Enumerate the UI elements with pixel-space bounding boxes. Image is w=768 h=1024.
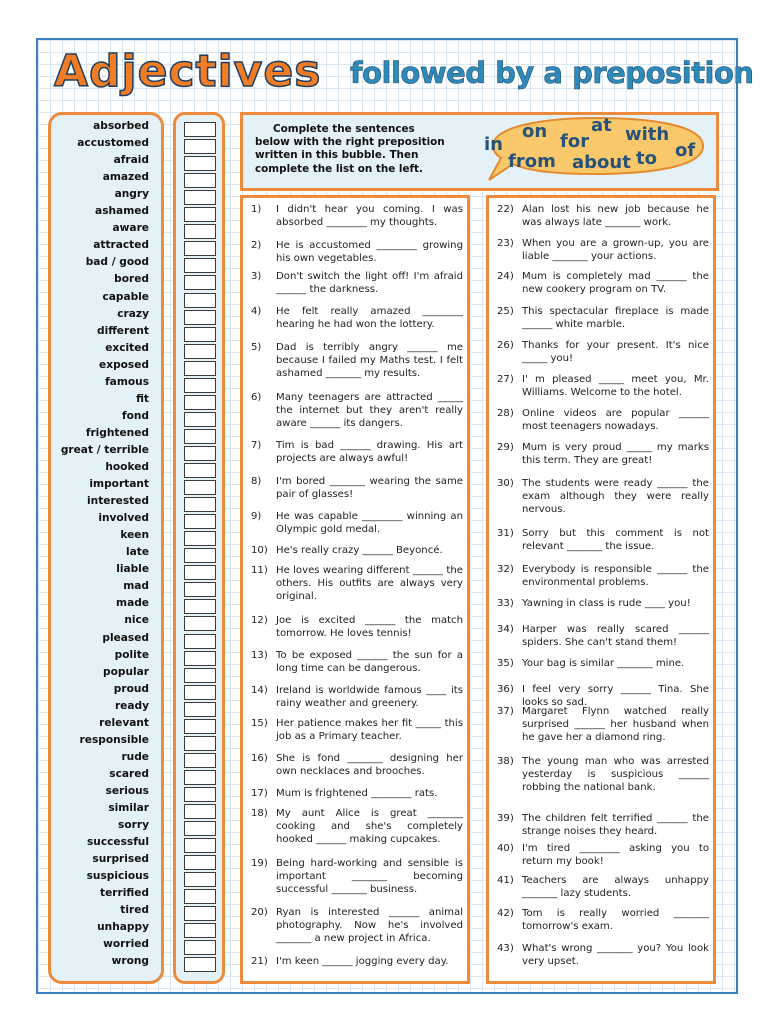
- question-text: Ryan is interested ______ animal photography. Now he's involved _______ a new project in Africa.: [276, 907, 463, 944]
- answer-box[interactable]: [184, 122, 216, 137]
- adjective-item: made: [116, 597, 149, 610]
- question-item: [497, 843, 709, 869]
- adjective-item: famous: [105, 375, 149, 388]
- question-number: 15): [251, 718, 268, 729]
- answer-box[interactable]: [184, 668, 216, 683]
- question-item: [251, 392, 463, 430]
- answer-box[interactable]: [184, 753, 216, 768]
- question-number: 7): [251, 440, 262, 451]
- question-number: 40): [497, 843, 514, 854]
- adjective-item: terrified: [100, 887, 149, 900]
- question-text: Many teenagers are attracted _____ the internet but they aren't really aware ______ its dangers.: [276, 392, 463, 429]
- adjective-item: nice: [124, 614, 149, 627]
- prep-on: on: [522, 121, 548, 142]
- question-item: [251, 204, 463, 230]
- adjective-item: bad / good: [85, 256, 149, 269]
- adjective-item: involved: [98, 512, 149, 525]
- questions-left-panel: [240, 195, 470, 984]
- answer-box[interactable]: [184, 173, 216, 188]
- question-item: [497, 598, 709, 611]
- answer-box[interactable]: [184, 241, 216, 256]
- question-text: Harper was really scared ______ spiders. She can't stand them!: [522, 624, 709, 648]
- answer-box[interactable]: [184, 344, 216, 359]
- question-item: [497, 624, 709, 650]
- prep-of: of: [675, 140, 696, 161]
- question-text: The young man who was arrested yesterday is suspicious ______ robbing the national bank.: [522, 756, 709, 793]
- question-number: 6): [251, 392, 262, 403]
- adjective-item: amazed: [102, 171, 149, 184]
- prep-with: with: [625, 124, 670, 145]
- adjective-item: similar: [108, 802, 149, 814]
- answer-box[interactable]: [184, 531, 216, 546]
- question-item: [251, 718, 463, 744]
- question-item: [251, 240, 463, 266]
- question-text: Mum is very proud _____ my marks this term. They are great!: [522, 442, 709, 466]
- question-number: 36): [497, 684, 514, 695]
- adjective-item: capable: [102, 290, 149, 303]
- instructions-text: Complete the sentences below with the right preposition written in this bubble. Then complete the list on the left.: [255, 123, 445, 175]
- question-number: 17): [251, 788, 268, 799]
- question-text: The children felt terrified ______ the strange noises they heard.: [522, 813, 709, 837]
- question-item: [497, 658, 709, 671]
- question-item: [251, 476, 463, 502]
- question-text: This spectacular fireplace is made ______ white marble.: [522, 306, 709, 330]
- question-text: Don't switch the light off! I'm afraid ______ the darkness.: [276, 271, 463, 295]
- question-item: [251, 271, 463, 297]
- question-number: 30): [497, 478, 514, 489]
- answer-box[interactable]: [184, 480, 216, 495]
- adjective-item: accustomed: [77, 137, 149, 150]
- answer-box[interactable]: [184, 582, 216, 597]
- answer-box[interactable]: [184, 770, 216, 785]
- question-text: Everybody is responsible ______ the environmental problems.: [522, 564, 709, 588]
- adjective-item: angry: [114, 188, 149, 201]
- question-text: Online videos are popular ______ most teenagers nowadays.: [522, 408, 709, 432]
- adjective-item: successful: [87, 836, 149, 849]
- adjective-item: aware: [112, 222, 149, 235]
- question-item: [497, 478, 709, 516]
- answer-box[interactable]: [184, 258, 216, 273]
- answer-box[interactable]: [184, 872, 216, 887]
- question-text: Being hard-working and sensible is important _______ becoming successful _______ business.: [276, 858, 463, 895]
- answer-box[interactable]: [184, 940, 216, 955]
- question-text: I'm keen ______ jogging every day.: [276, 956, 449, 967]
- question-item: [251, 545, 463, 558]
- question-number: 43): [497, 943, 514, 954]
- question-text: I'm tired ________ asking you to return my book!: [522, 843, 709, 867]
- question-item: [497, 204, 709, 230]
- question-item: [497, 442, 709, 468]
- question-number: 4): [251, 306, 262, 317]
- question-text: To be exposed ______ the sun for a long time can be dangerous.: [276, 650, 463, 674]
- question-item: [251, 306, 463, 332]
- question-text: When you are a grown-up, you are liable _______ your actions.: [522, 238, 709, 262]
- question-number: 42): [497, 908, 514, 919]
- question-number: 2): [251, 240, 262, 251]
- question-number: 37): [497, 706, 514, 717]
- question-item: [251, 685, 463, 711]
- question-text: Teachers are always unhappy _______ lazy students.: [522, 875, 709, 899]
- question-number: 22): [497, 204, 514, 215]
- adjective-item: important: [89, 478, 149, 491]
- question-number: 3): [251, 271, 262, 282]
- adjective-item: tired: [120, 904, 149, 917]
- adjective-item: wrong: [111, 955, 149, 968]
- question-number: 38): [497, 756, 514, 767]
- question-number: 9): [251, 511, 262, 522]
- adjective-item: excited: [105, 341, 149, 354]
- question-item: [497, 813, 709, 839]
- question-number: 20): [251, 907, 268, 918]
- answer-box[interactable]: [184, 514, 216, 529]
- answer-box[interactable]: [184, 224, 216, 239]
- adjective-item: ashamed: [95, 205, 149, 218]
- adjective-item: liable: [116, 563, 149, 576]
- question-number: 21): [251, 956, 268, 967]
- question-text: He was capable ________ winning an Olympic gold medal.: [276, 511, 463, 535]
- adjective-item: frightened: [85, 426, 149, 439]
- question-number: 32): [497, 564, 514, 575]
- question-text: I'm bored _______ wearing the same pair of glasses!: [276, 476, 463, 500]
- answer-box[interactable]: [184, 139, 216, 154]
- adjective-item: interested: [87, 495, 149, 508]
- question-item: [497, 908, 709, 934]
- title-adjectives: Adjectives: [54, 46, 322, 97]
- answer-box[interactable]: [184, 378, 216, 393]
- adjective-item: absorbed: [93, 120, 149, 132]
- question-text: Margaret Flynn watched really surprised ______ her husband when he gave her a diamond ring.: [522, 706, 709, 743]
- answer-box[interactable]: [184, 190, 216, 205]
- answer-box[interactable]: [184, 838, 216, 853]
- question-item: [497, 306, 709, 332]
- adjective-item: surprised: [92, 853, 149, 866]
- answer-box[interactable]: [184, 395, 216, 410]
- adjective-item: popular: [103, 665, 149, 678]
- question-text: He felt really amazed ________ hearing he had won the lottery.: [276, 306, 463, 330]
- adjective-list: [48, 112, 164, 984]
- question-number: 5): [251, 342, 262, 353]
- adjective-item: different: [97, 324, 149, 337]
- answer-box[interactable]: [184, 923, 216, 938]
- question-text: Tim is bad ______ drawing. His art projects are always awful!: [276, 440, 463, 464]
- question-number: 14): [251, 685, 268, 696]
- question-number: 39): [497, 813, 514, 824]
- adjective-item: crazy: [117, 307, 149, 320]
- question-text: He loves wearing different ______ the others. His outfits are always very original.: [276, 565, 463, 602]
- answer-box[interactable]: [184, 361, 216, 376]
- question-item: [251, 788, 463, 801]
- answer-box[interactable]: [184, 156, 216, 171]
- prep-from: from: [508, 151, 556, 172]
- adjective-item: rude: [121, 750, 149, 763]
- question-item: [497, 943, 709, 969]
- adjective-item: late: [125, 546, 149, 559]
- answer-box[interactable]: [184, 957, 216, 972]
- question-number: 1): [251, 204, 262, 215]
- prep-at: at: [591, 115, 612, 136]
- question-text: Thanks for your present. It's nice _____ you!: [522, 340, 709, 364]
- answer-box[interactable]: [184, 736, 216, 751]
- question-number: 24): [497, 271, 514, 282]
- answer-box[interactable]: [184, 412, 216, 427]
- answer-box[interactable]: [184, 293, 216, 308]
- answer-box[interactable]: [184, 463, 216, 478]
- question-text: Tom is really worried _______ tomorrow's exam.: [522, 908, 709, 932]
- question-item: [497, 528, 709, 554]
- answer-box[interactable]: [184, 685, 216, 700]
- question-item: [497, 564, 709, 590]
- question-item: [251, 440, 463, 466]
- question-text: My aunt Alice is great _______ cooking and she's completely hooked ______ making cupcakes.: [276, 808, 463, 845]
- answer-box[interactable]: [184, 821, 216, 836]
- answer-box[interactable]: [184, 787, 216, 802]
- answer-box[interactable]: [184, 616, 216, 631]
- answer-box[interactable]: [184, 906, 216, 921]
- question-number: 29): [497, 442, 514, 453]
- question-number: 25): [497, 306, 514, 317]
- question-number: 33): [497, 598, 514, 609]
- question-item: [251, 615, 463, 641]
- question-text: I' m pleased _____ meet you, Mr. Williams. Welcome to the hotel.: [522, 374, 709, 398]
- adjective-item: attracted: [93, 239, 149, 252]
- adjective-item: suspicious: [86, 870, 149, 883]
- adjective-item: serious: [105, 784, 149, 797]
- question-item: [251, 956, 463, 969]
- answer-box[interactable]: [184, 207, 216, 222]
- question-item: [497, 706, 709, 744]
- answer-box[interactable]: [184, 446, 216, 461]
- adjective-item: afraid: [113, 154, 149, 167]
- question-item: [251, 650, 463, 676]
- adjective-item: fit: [136, 392, 149, 405]
- adjective-item: relevant: [99, 716, 149, 729]
- question-number: 11): [251, 565, 268, 576]
- question-item: [497, 238, 709, 264]
- preposition-bubble: [475, 116, 706, 174]
- answer-box[interactable]: [184, 889, 216, 904]
- question-text: Her patience makes her fit _____ this job as a Primary teacher.: [276, 718, 463, 742]
- adjective-item: pleased: [102, 631, 149, 644]
- question-number: 18): [251, 808, 268, 819]
- question-text: Mum is frightened ________ rats.: [276, 788, 438, 799]
- question-number: 13): [251, 650, 268, 661]
- answer-box[interactable]: [184, 804, 216, 819]
- question-item: [251, 858, 463, 896]
- question-number: 16): [251, 753, 268, 764]
- adjective-item: sorry: [118, 819, 149, 832]
- adjective-item: mad: [123, 580, 149, 593]
- answer-box[interactable]: [184, 429, 216, 444]
- adjective-item: hooked: [105, 461, 149, 473]
- adjective-item: proud: [113, 682, 149, 695]
- questions-right-panel: [486, 195, 716, 984]
- adjective-item: scared: [109, 767, 149, 780]
- answer-box[interactable]: [184, 719, 216, 734]
- question-number: 12): [251, 615, 268, 626]
- prep-to: to: [636, 148, 657, 169]
- adjective-item: ready: [114, 699, 149, 712]
- question-text: Alan lost his new job because he was always late _______ work.: [522, 204, 709, 228]
- question-number: 26): [497, 340, 514, 351]
- question-text: Yawning in class is rude ____ you!: [522, 598, 691, 609]
- adjective-item: worried: [103, 938, 149, 951]
- question-text: The students were ready ______ the exam although they were really nervous.: [522, 478, 709, 515]
- prep-about: about: [572, 152, 631, 173]
- prep-in: in: [484, 134, 503, 155]
- question-text: Joe is excited ______ the match tomorrow. He loves tennis!: [276, 615, 463, 639]
- question-text: Your bag is similar _______ mine.: [522, 658, 685, 669]
- question-text: I feel very sorry ______ Tina. She looks so sad.: [522, 684, 709, 708]
- question-text: Sorry but this comment is not relevant _______ the issue.: [522, 528, 709, 552]
- answer-box-column: [173, 112, 225, 984]
- adjective-item: fond: [121, 409, 149, 422]
- adjective-item: bored: [114, 273, 149, 286]
- answer-box[interactable]: [184, 327, 216, 342]
- answer-box[interactable]: [184, 702, 216, 717]
- title-subtitle: followed by a preposition: [350, 56, 754, 90]
- adjective-item: great / terrible: [60, 443, 149, 456]
- question-item: [497, 374, 709, 400]
- answer-box[interactable]: [184, 497, 216, 512]
- question-number: 28): [497, 408, 514, 419]
- question-number: 41): [497, 875, 514, 886]
- adjective-item: unhappy: [97, 921, 149, 934]
- question-number: 23): [497, 238, 514, 249]
- adjective-item: keen: [120, 529, 149, 542]
- answer-box[interactable]: [184, 599, 216, 614]
- question-number: 10): [251, 545, 268, 556]
- answer-box[interactable]: [184, 651, 216, 666]
- question-number: 27): [497, 374, 514, 385]
- question-item: [251, 753, 463, 779]
- question-text: He's really crazy ______ Beyoncé.: [276, 545, 443, 556]
- question-item: [251, 907, 463, 945]
- answer-box[interactable]: [184, 565, 216, 580]
- answer-box[interactable]: [184, 855, 216, 870]
- question-text: She is fond _______ designing her own necklaces and brooches.: [276, 753, 463, 777]
- question-text: What's wrong _______ you? You look very upset.: [522, 943, 709, 967]
- question-text: I didn't hear you coming. I was absorbed ________ my thoughts.: [276, 204, 463, 228]
- answer-box[interactable]: [184, 275, 216, 290]
- prep-for: for: [560, 131, 590, 152]
- question-item: [497, 271, 709, 297]
- question-item: [251, 808, 463, 846]
- question-number: 19): [251, 858, 268, 869]
- question-item: [497, 756, 709, 794]
- question-number: 31): [497, 528, 514, 539]
- question-text: Dad is terribly angry ______ me because I failed my Maths test. I felt ashamed _______ my results.: [276, 342, 463, 379]
- question-item: [251, 511, 463, 537]
- answer-box[interactable]: [184, 310, 216, 325]
- question-text: Ireland is worldwide famous ____ its rainy weather and greenery.: [276, 685, 463, 709]
- adjective-item: responsible: [79, 733, 149, 746]
- question-number: 35): [497, 658, 514, 669]
- question-number: 8): [251, 476, 262, 487]
- question-item: [497, 340, 709, 366]
- question-item: [251, 565, 463, 603]
- question-item: [251, 342, 463, 380]
- answer-box[interactable]: [184, 634, 216, 649]
- answer-box[interactable]: [184, 548, 216, 563]
- question-item: [497, 408, 709, 434]
- question-text: He is accustomed ________ growing his own vegetables.: [276, 240, 463, 264]
- adjective-item: polite: [114, 648, 149, 661]
- question-number: 34): [497, 624, 514, 635]
- adjective-item: exposed: [99, 358, 149, 371]
- question-item: [497, 875, 709, 901]
- question-text: Mum is completely mad ______ the new cookery program on TV.: [522, 271, 709, 295]
